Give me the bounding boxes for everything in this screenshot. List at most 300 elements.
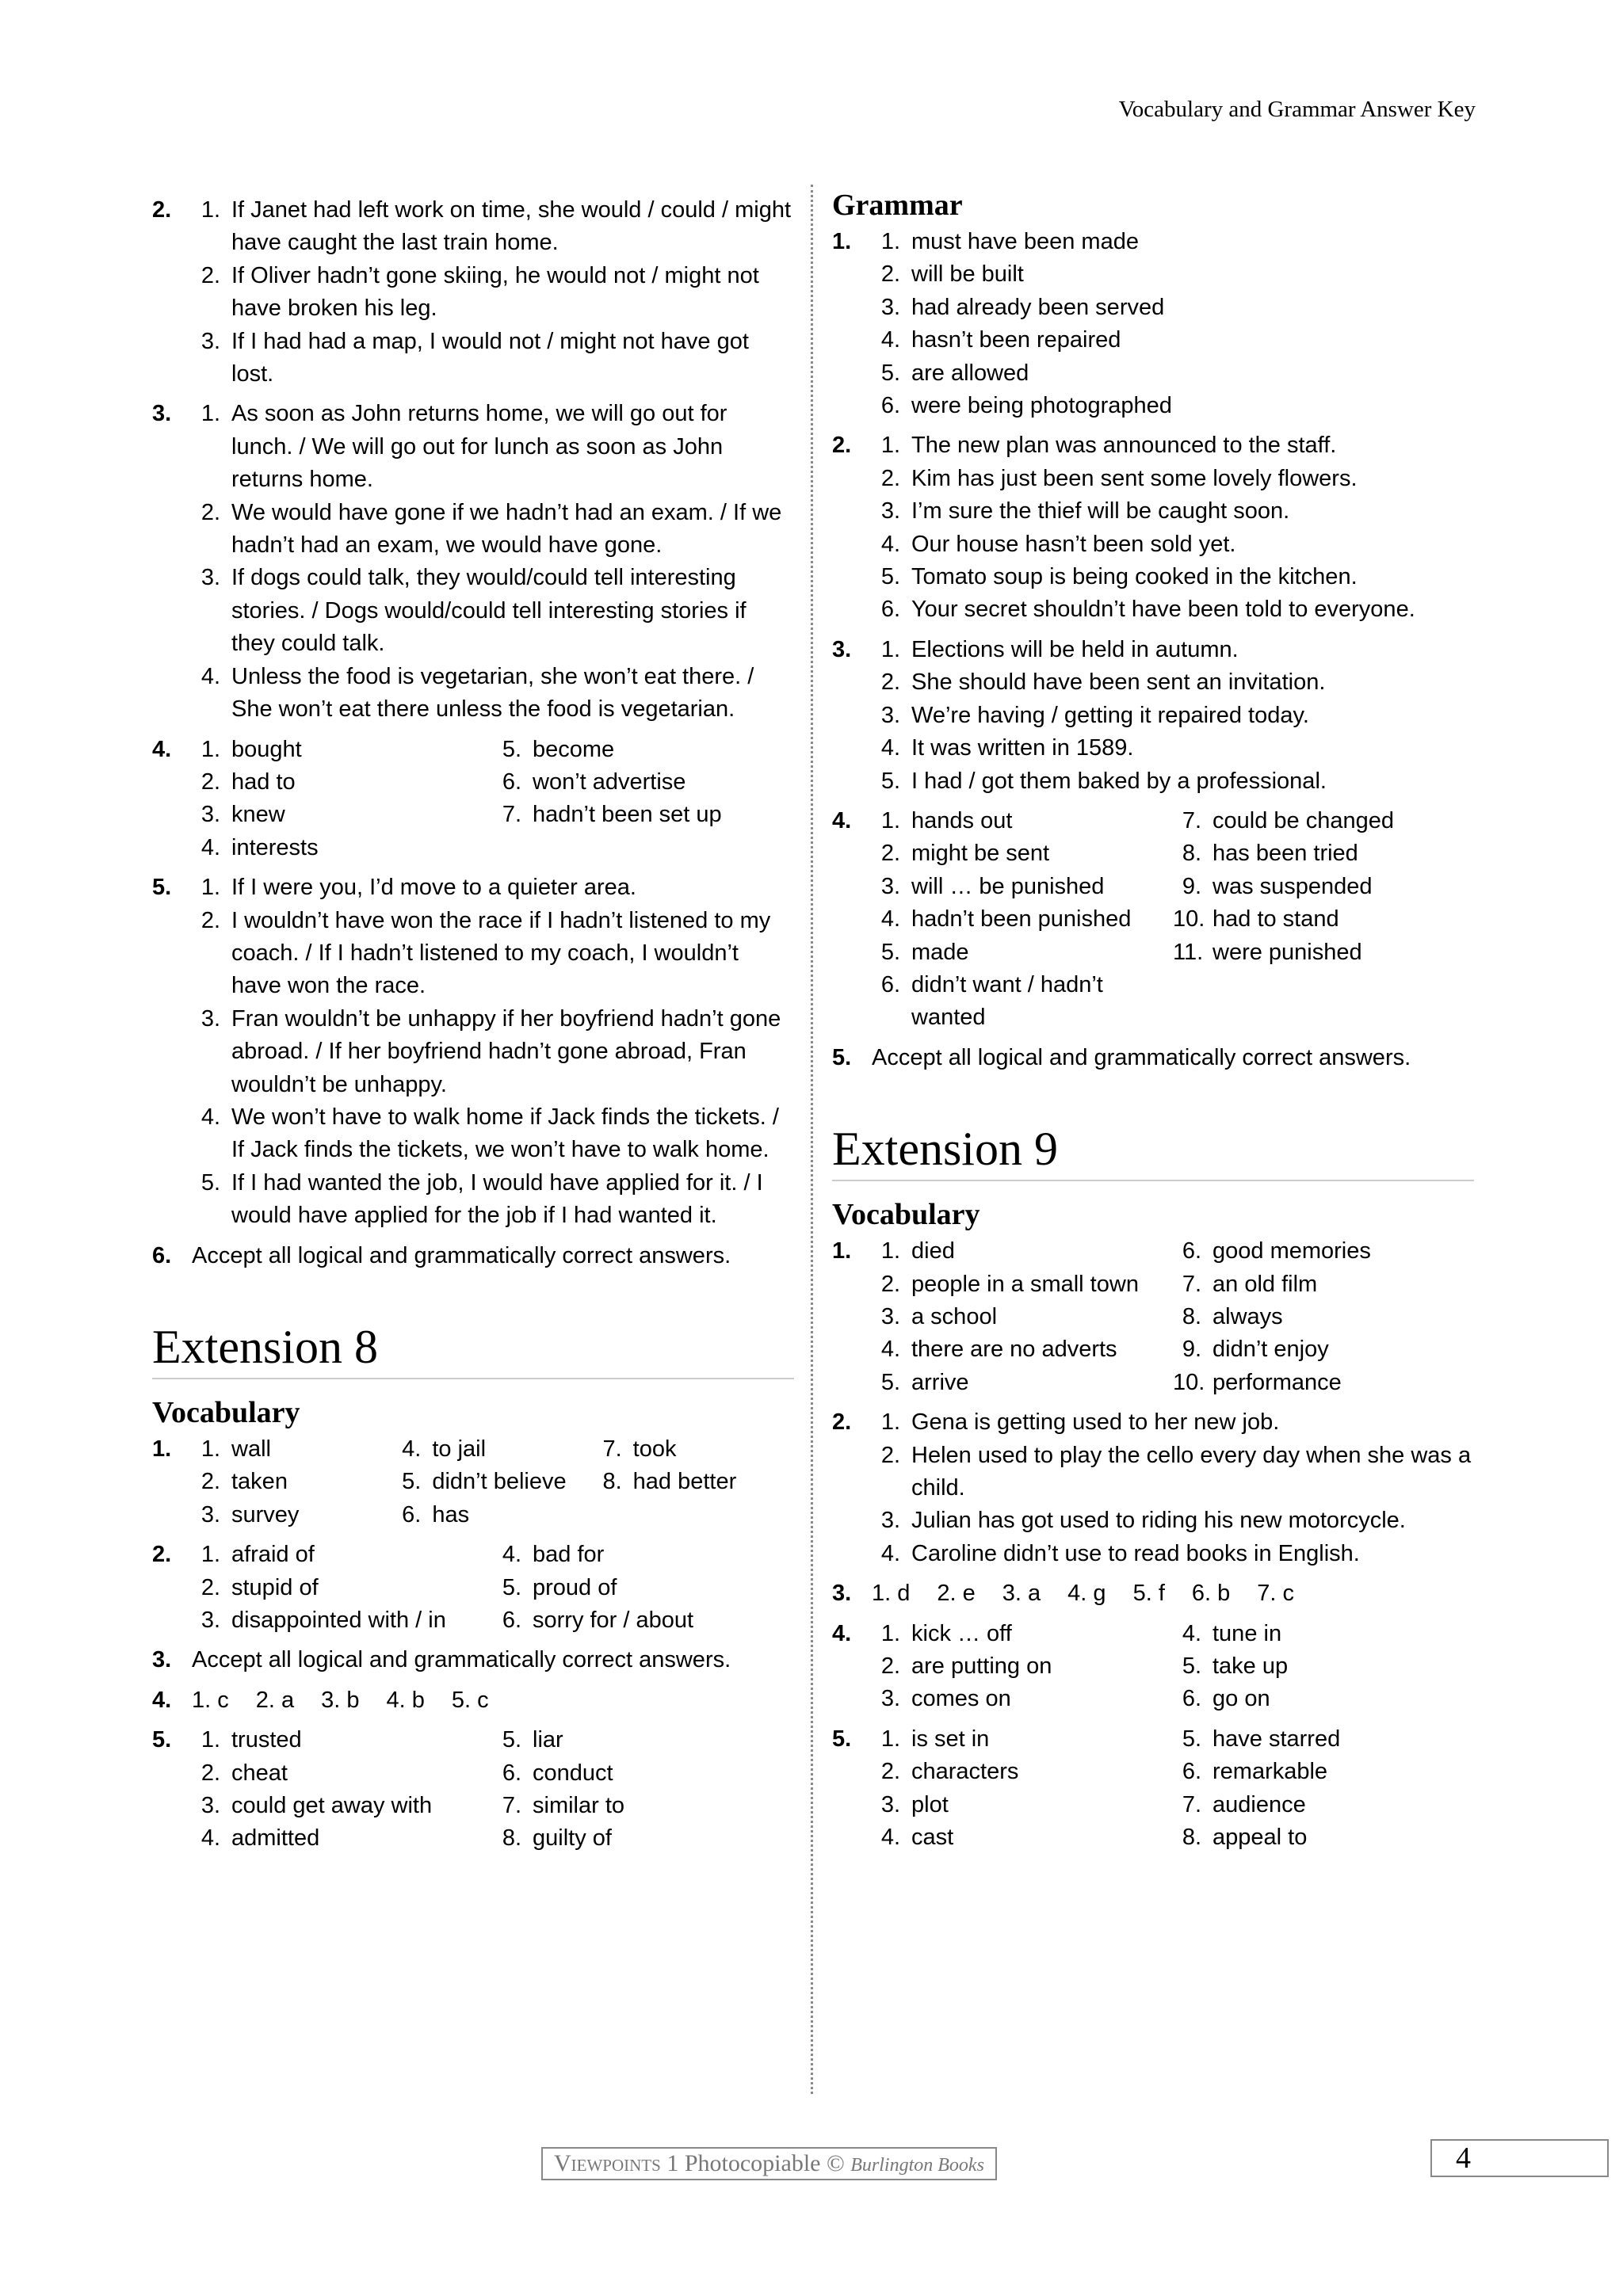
answer-item: [493, 1604, 794, 1637]
extension-9-title: Extension 9: [832, 1122, 1474, 1181]
answer-text: The new plan was announced to the staff.: [911, 433, 1337, 459]
answer-text: made: [911, 939, 969, 965]
exercise-answer-text: Accept all logical and grammatically correct answers.: [872, 1044, 1411, 1070]
answer-number: 2.: [880, 1271, 900, 1297]
answer-number: 4.: [502, 1542, 521, 1568]
answer-text: I’m sure the thief will be caught soon.: [911, 498, 1290, 524]
answer-item: [872, 936, 1173, 969]
exercise: [832, 1618, 1474, 1716]
answer-text: always: [1212, 1303, 1283, 1329]
answer-item: [392, 1433, 593, 1466]
answer-number: 1.: [880, 1238, 900, 1264]
answer-text: hands out: [911, 807, 1013, 833]
inline-answer: [1067, 1577, 1106, 1610]
answer-text: had already been served: [911, 294, 1165, 320]
answer-text: cast: [911, 1825, 954, 1851]
answer-text: could get away with: [231, 1793, 433, 1819]
answer-item: [872, 1440, 1474, 1505]
answer-item: [192, 1790, 493, 1822]
answer-text: arrive: [911, 1369, 969, 1395]
answer-item: [872, 324, 1474, 357]
answer-text: It was written in 1589.: [911, 735, 1134, 761]
answer-list: [872, 805, 1474, 1035]
answer-text: were being photographed: [911, 393, 1172, 419]
answer-number: 6.: [880, 597, 900, 623]
answer-text: c: [217, 1687, 229, 1713]
grammar-heading: Grammar: [832, 189, 963, 222]
answer-item: [192, 832, 493, 864]
answer-item: [872, 634, 1474, 666]
answer-item: [872, 1618, 1173, 1650]
exercise: [152, 1539, 794, 1637]
answer-text: Kim has just been sent some lovely flowers.: [911, 465, 1358, 491]
answer-item: [1173, 903, 1474, 936]
answer-item: [872, 700, 1474, 732]
answer-item: [594, 1466, 794, 1498]
answer-text: didn’t believe: [432, 1469, 567, 1495]
answer-number: 8.: [602, 1469, 622, 1495]
publisher-brand: Burlington Books: [850, 2155, 984, 2176]
answer-list: [192, 734, 794, 865]
answer-number: 5.: [451, 1687, 472, 1713]
answer-text: d: [897, 1581, 911, 1607]
answer-text: f: [1158, 1581, 1165, 1607]
answer-item: [192, 1539, 493, 1571]
answer-item: [493, 1790, 794, 1822]
answer-number: 6.: [502, 769, 521, 795]
answer-number: 1.: [880, 433, 900, 459]
answer-text: e: [962, 1581, 976, 1607]
answer-number: 2.: [880, 841, 900, 867]
answer-list: [872, 1235, 1474, 1399]
answer-text: g: [1093, 1581, 1106, 1607]
exercise: [152, 398, 794, 726]
answer-number: 1.: [200, 875, 220, 901]
answer-item: [192, 1466, 392, 1498]
answer-item: [392, 1499, 593, 1531]
answer-number: 3.: [200, 1793, 220, 1819]
answer-list: [872, 429, 1474, 626]
answer-text: c: [1282, 1581, 1295, 1607]
answer-text: tune in: [1212, 1620, 1282, 1646]
answer-text: had to: [231, 769, 296, 795]
exercise-number: 2.: [832, 433, 852, 459]
answer-number: 2.: [880, 1653, 900, 1680]
answer-item: [1173, 1618, 1474, 1650]
answer-text: a: [1028, 1581, 1041, 1607]
answer-text: were punished: [1212, 939, 1362, 965]
answer-item: [192, 661, 794, 727]
answer-number: 4.: [1067, 1581, 1087, 1607]
exercise-number: 5.: [152, 1727, 172, 1753]
answer-number: 3.: [200, 1608, 220, 1634]
answer-text: had to stand: [1212, 906, 1339, 933]
answer-list: [872, 226, 1474, 422]
answer-text: Elections will be held in autumn.: [911, 636, 1239, 662]
exercise-number: 2.: [152, 197, 172, 223]
answer-text: are putting on: [911, 1653, 1052, 1680]
exercise-answer-text: Accept all logical and grammatically correct answers.: [192, 1242, 731, 1268]
answer-item: [872, 1406, 1474, 1439]
answer-item: [872, 1650, 1173, 1683]
answer-number: 2.: [880, 669, 900, 696]
answer-number: 5.: [880, 768, 900, 794]
answer-item: [192, 1167, 794, 1233]
right-column: [832, 189, 1474, 1861]
exercise: [832, 1042, 1474, 1074]
inline-answer: [256, 1684, 294, 1717]
answer-number: 1.: [200, 1542, 220, 1568]
answer-item: [1173, 1789, 1474, 1821]
answer-item: [192, 734, 493, 766]
answer-item: [872, 463, 1474, 495]
answer-number: 7.: [502, 1793, 521, 1819]
answer-text: taken: [231, 1469, 288, 1495]
exercise-number: 1.: [832, 229, 852, 254]
answer-item: [493, 1822, 794, 1855]
inline-answer: [192, 1684, 229, 1717]
answer-item: [594, 1433, 794, 1466]
answer-item: [192, 326, 794, 391]
answer-text: Your secret shouldn’t have been told to everyone.: [911, 597, 1415, 623]
answer-text: I had / got them baked by a professional.: [911, 768, 1327, 794]
answer-text: had better: [632, 1469, 737, 1495]
answer-item: [872, 732, 1474, 765]
answer-text: Caroline didn’t use to read books in English.: [911, 1540, 1360, 1566]
answer-number: 1.: [880, 1620, 900, 1646]
answer-item: [192, 562, 794, 660]
answer-item: [872, 1789, 1173, 1821]
column-divider: [811, 185, 813, 2094]
exercise: [152, 194, 794, 391]
answer-item: [872, 903, 1173, 936]
answer-number: 3.: [200, 1005, 220, 1032]
answer-item: [872, 1268, 1173, 1301]
answer-text: Helen used to play the cello every day when she was a child.: [911, 1442, 1472, 1501]
answer-item: [192, 871, 794, 904]
answer-text: an old film: [1212, 1271, 1318, 1297]
answer-number: 3.: [200, 565, 220, 591]
answer-item: [493, 766, 794, 799]
answer-number: 2.: [200, 499, 220, 525]
answer-text: liar: [533, 1727, 563, 1753]
answer-number: 3.: [880, 1508, 900, 1534]
answer-number: 4.: [200, 1104, 220, 1130]
answer-number: 5.: [1132, 1581, 1152, 1607]
answer-text: Tomato soup is being cooked in the kitchen.: [911, 564, 1358, 590]
answer-item: [872, 1723, 1173, 1756]
answer-text: must have been made: [911, 229, 1139, 254]
answer-text: could be changed: [1212, 807, 1394, 833]
answer-item: [1173, 1821, 1474, 1854]
answer-number: 4.: [200, 834, 220, 860]
answer-text: might be sent: [911, 841, 1050, 867]
exercise: [152, 871, 794, 1232]
answer-number: 5.: [502, 736, 521, 762]
exercise-number: 4.: [832, 807, 852, 833]
answer-item: [872, 528, 1474, 561]
inline-answers: [192, 1684, 794, 1717]
answer-text: will be built: [911, 261, 1024, 288]
answer-number: 1.: [200, 401, 220, 427]
answer-number: 3.: [321, 1687, 341, 1713]
answer-number: 1.: [880, 1726, 900, 1752]
answer-number: 4.: [880, 1540, 900, 1566]
answer-number: 7.: [1257, 1581, 1277, 1607]
answer-number: 6.: [1191, 1581, 1212, 1607]
answer-number: 5.: [502, 1727, 521, 1753]
inline-answer: [1257, 1577, 1294, 1610]
answer-number: 4.: [200, 663, 220, 689]
inline-answer: [1192, 1577, 1230, 1610]
answer-item: [493, 799, 794, 831]
answer-item: [493, 1757, 794, 1790]
answer-list: [872, 634, 1474, 798]
series-level: 1: [666, 2150, 679, 2176]
answer-number: 2.: [200, 1574, 220, 1600]
exercise-number: 5.: [832, 1726, 852, 1752]
answer-text: won’t advertise: [533, 769, 686, 795]
answer-text: has been tried: [1212, 841, 1358, 867]
answer-text: knew: [231, 802, 285, 828]
answer-number: 5.: [880, 360, 900, 386]
answer-item: [872, 495, 1474, 528]
answer-number: 10.: [1173, 1369, 1205, 1395]
answer-item: [1173, 1301, 1474, 1333]
answer-text: I wouldn’t have won the race if I hadn’t listened to my coach. / If I hadn’t listened to my coach, I wouldn’t have won the race.: [231, 907, 771, 999]
answer-text: good memories: [1212, 1238, 1371, 1264]
answer-text: take up: [1212, 1653, 1289, 1680]
inline-answer: [872, 1577, 910, 1610]
answer-number: 8.: [1182, 1303, 1201, 1329]
answer-item: [493, 1572, 794, 1604]
answer-item: [1173, 1650, 1474, 1683]
answer-item: [192, 1604, 493, 1637]
answer-text: have starred: [1212, 1726, 1341, 1752]
answer-number: 3.: [880, 873, 900, 899]
answer-text: Unless the food is vegetarian, she won’t eat there. / She won’t eat there unless the food is vegetarian.: [231, 663, 754, 723]
answer-number: 6.: [402, 1501, 422, 1527]
answer-number: 8.: [1182, 1825, 1201, 1851]
exercise: [152, 1724, 794, 1855]
answer-item: [872, 561, 1474, 593]
photocopiable-footer: [541, 2147, 997, 2180]
answer-item: [192, 1822, 493, 1855]
inline-answer: [452, 1684, 489, 1717]
answer-item: [192, 260, 794, 326]
answer-item: [872, 292, 1474, 324]
answer-number: 2.: [880, 1759, 900, 1785]
answer-item: [1173, 1367, 1474, 1399]
answer-text: bought: [231, 736, 302, 762]
answer-number: 8.: [502, 1825, 521, 1852]
answer-text: If I had had a map, I would not / might not have got lost.: [231, 328, 749, 387]
answer-list: [872, 1618, 1474, 1716]
answer-number: 2.: [255, 1687, 275, 1713]
answer-text: If dogs could talk, they would/could tell interesting stories. / Dogs would/could tell interesting stories if they could talk.: [231, 565, 747, 657]
answer-number: 3.: [200, 1501, 220, 1527]
inline-answers: [872, 1577, 1474, 1610]
page-number: 4: [1430, 2139, 1609, 2177]
inline-answer: [321, 1684, 359, 1717]
answer-number: 9.: [1182, 1337, 1201, 1363]
answer-list: [872, 1406, 1474, 1570]
answer-item: [872, 258, 1474, 291]
exercise: [152, 1644, 794, 1676]
answer-item: [192, 1003, 794, 1101]
answer-item: [192, 1101, 794, 1167]
extension-8-title: Extension 8: [152, 1320, 794, 1379]
answer-number: 4.: [386, 1687, 406, 1713]
answer-number: 6.: [502, 1760, 521, 1786]
answer-text: died: [911, 1238, 955, 1264]
answer-text: similar to: [533, 1793, 625, 1819]
inline-answer: [1133, 1577, 1165, 1610]
answer-number: 2.: [880, 465, 900, 491]
answer-item: [872, 226, 1474, 258]
answer-number: 6.: [1182, 1238, 1201, 1264]
answer-text: didn’t want / hadn’t wanted: [911, 971, 1103, 1031]
answer-list: [192, 871, 794, 1232]
answer-list: [872, 1723, 1474, 1855]
answer-text: Julian has got used to riding his new motorcycle.: [911, 1508, 1406, 1534]
answer-item: [1173, 1683, 1474, 1715]
answer-number: 1.: [880, 1409, 900, 1436]
exercise: [832, 634, 1474, 798]
exercise-number: 2.: [152, 1542, 172, 1568]
answer-text: trusted: [231, 1727, 302, 1753]
exercise-number: 5.: [152, 875, 172, 901]
answer-item: [872, 1821, 1173, 1854]
answer-item: [192, 1499, 392, 1531]
answer-text: If I had wanted the job, I would have applied for it. / I would have applied for the job if I had wanted it.: [231, 1169, 763, 1229]
answer-number: 1.: [872, 1581, 892, 1607]
answer-text: hadn’t been set up: [533, 802, 722, 828]
answer-number: 1.: [192, 1687, 212, 1713]
answer-text: As soon as John returns home, we will go out for lunch. / We will go out for lunch as soon as John returns home.: [231, 401, 727, 493]
answer-item: [872, 1367, 1173, 1399]
answer-number: 5.: [200, 1169, 220, 1196]
answer-number: 1.: [200, 1727, 220, 1753]
answer-number: 4.: [880, 327, 900, 353]
answer-number: 1.: [880, 636, 900, 662]
exercise: [832, 805, 1474, 1035]
answer-item: [1173, 1235, 1474, 1268]
answer-number: 2.: [937, 1581, 957, 1607]
series-name: Viewpoints: [554, 2150, 661, 2176]
exercise-number: 3.: [832, 1581, 852, 1607]
left-continued-exercises: [152, 194, 794, 1272]
answer-text: sorry for / about: [533, 1608, 694, 1634]
exercise: [832, 226, 1474, 422]
answer-number: 6.: [502, 1608, 521, 1634]
answer-item: [872, 1538, 1474, 1570]
answer-item: [872, 1301, 1173, 1333]
answer-item: [872, 1505, 1474, 1537]
answer-number: 5.: [880, 564, 900, 590]
answer-item: [493, 734, 794, 766]
answer-number: 3.: [880, 294, 900, 320]
answer-item: [872, 969, 1173, 1035]
answer-text: will … be punished: [911, 873, 1105, 899]
answer-number: 3.: [1002, 1581, 1022, 1607]
answer-item: [1173, 1268, 1474, 1301]
exercise-answer-text: Accept all logical and grammatically correct answers.: [192, 1647, 731, 1673]
answer-number: 7.: [1182, 1271, 1201, 1297]
answer-number: 4.: [200, 1825, 220, 1852]
answer-text: If Oliver hadn’t gone skiing, he would not / might not have broken his leg.: [231, 262, 759, 322]
exercise-number: 4.: [152, 1687, 172, 1713]
answer-item: [192, 905, 794, 1003]
answer-text: a: [281, 1687, 295, 1713]
answer-item: [872, 357, 1474, 390]
answer-text: are allowed: [911, 360, 1029, 386]
answer-text: proud of: [533, 1574, 617, 1600]
answer-text: there are no adverts: [911, 1337, 1117, 1363]
answer-text: is set in: [911, 1726, 990, 1752]
exercise-number: 2.: [832, 1409, 852, 1436]
answer-item: [192, 766, 493, 799]
answer-text: Fran wouldn’t be unhappy if her boyfriend hadn’t gone abroad. / If her boyfriend hadn’t gone abroad, Fran wouldn’t be unhappy.: [231, 1005, 781, 1097]
answer-number: 2.: [200, 1760, 220, 1786]
answer-item: [1173, 837, 1474, 870]
answer-item: [1173, 805, 1474, 837]
extension-9-exercises: [832, 1235, 1474, 1854]
exercise: [152, 1240, 794, 1272]
answer-item: [192, 1433, 392, 1466]
answer-number: 2.: [200, 262, 220, 288]
answer-item: [493, 1539, 794, 1571]
answer-number: 7.: [1182, 807, 1201, 833]
answer-number: 2.: [200, 907, 220, 933]
answer-item: [192, 497, 794, 563]
answer-number: 2.: [880, 1442, 900, 1468]
answer-number: 7.: [1182, 1791, 1201, 1817]
extension-8-exercises: [152, 1433, 794, 1855]
answer-text: wall: [231, 1436, 271, 1462]
answer-item: [192, 398, 794, 496]
answer-list: [192, 1724, 794, 1855]
answer-number: 6.: [880, 971, 900, 997]
answer-list: [192, 1539, 794, 1637]
answer-number: 6.: [1182, 1686, 1201, 1712]
answer-number: 3.: [880, 1791, 900, 1817]
answer-text: b: [346, 1687, 360, 1713]
answer-text: afraid of: [231, 1542, 315, 1568]
answer-text: We would have gone if we hadn’t had an exam. / If we hadn’t had an exam, we would have gone.: [231, 499, 782, 559]
answer-number: 4.: [402, 1436, 422, 1462]
answer-text: bad for: [533, 1542, 605, 1568]
answer-number: 7.: [602, 1436, 622, 1462]
answer-text: c: [477, 1687, 489, 1713]
answer-text: survey: [231, 1501, 300, 1527]
exercise-number: 1.: [832, 1238, 852, 1264]
answer-item: [872, 593, 1474, 626]
answer-text: cheat: [231, 1760, 288, 1786]
exercise: [832, 429, 1474, 626]
answer-list: [192, 398, 794, 726]
answer-item: [872, 666, 1474, 699]
answer-text: stupid of: [231, 1574, 319, 1600]
answer-number: 4.: [880, 906, 900, 933]
answer-item: [872, 390, 1474, 422]
answer-item: [1173, 1333, 1474, 1366]
answer-item: [872, 1756, 1173, 1788]
answer-number: 1.: [200, 1436, 220, 1462]
answer-text: admitted: [231, 1825, 320, 1852]
answer-number: 2.: [200, 1469, 220, 1495]
answer-item: [872, 765, 1474, 798]
